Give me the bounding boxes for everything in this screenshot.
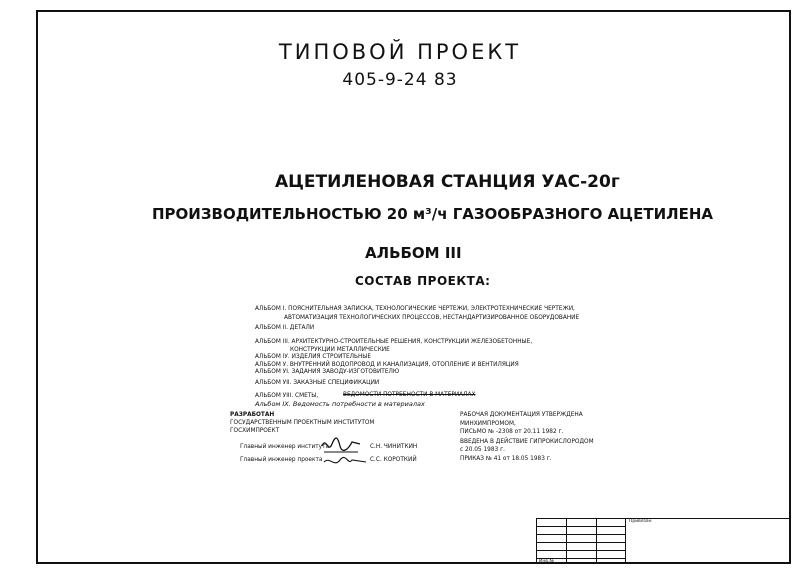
project-type-heading: ТИПОВОЙ ПРОЕКТ [278, 40, 522, 64]
approval-line: с 20.05 1983 г. [460, 447, 505, 453]
approval-line: РАБОЧАЯ ДОКУМЕНТАЦИЯ УТВЕРЖДЕНА [460, 412, 583, 418]
album-row: АВТОМАТИЗАЦИЯ ТЕХНОЛОГИЧЕСКИХ ПРОЦЕССОВ, НЕСТАНДАРТИЗИРОВАННОЕ ОБОРУДОВАНИЕ [284, 315, 580, 321]
album-row: АЛЬБОМ IУ. ИЗДЕЛИЯ СТРОИТЕЛЬНЫЕ [255, 354, 372, 360]
album-row-handwritten: Альбом IX. Ведомость потребности в материалах [255, 400, 425, 408]
album-row: КОНСТРУКЦИИ МЕТАЛЛИЧЕСКИЕ [290, 347, 390, 353]
chief-engineer-title: Главный инженер института [240, 444, 330, 450]
chief-project-engineer-name: С.С. КОРОТКИЙ [370, 457, 417, 463]
stamp-received-label: Привязан [629, 519, 652, 524]
stamp-row [536, 534, 626, 535]
stamp-row [536, 542, 626, 543]
album-title: АЛЬБОМ III [365, 244, 462, 262]
developed-label: РАЗРАБОТАН [230, 412, 275, 418]
chief-project-engineer-title: Главный инженер проекта [240, 457, 323, 463]
institute-name: ГОСУДАРСТВЕННЫМ ПРОЕКТНЫМ ИНСТИТУТОМ [230, 420, 375, 426]
album-row: АЛЬБОМ УIII. СМЕТЫ, [255, 393, 319, 399]
stamp-col [566, 518, 567, 564]
approval-line: МИНХИМПРОМОМ, [460, 421, 516, 427]
project-number: 405-9-24 83 [342, 70, 458, 90]
institute-short: ГОСХИМПРОЕКТ [230, 428, 280, 434]
approval-line: ВВЕДЕНА В ДЕЙСТВИЕ ГИПРОКИСЛОРОДОМ [460, 439, 594, 445]
stamp-row [536, 526, 626, 527]
album-row: АЛЬБОМ УII. ЗАКАЗНЫЕ СПЕЦИФИКАЦИИ [255, 380, 380, 386]
signature-project-engineer [322, 452, 370, 472]
chief-engineer-name: С.Н. ЧИНИТКИН [370, 444, 418, 450]
station-title: АЦЕТИЛЕНОВАЯ СТАНЦИЯ УАС-20г [275, 172, 620, 192]
stamp-col [596, 518, 597, 564]
productivity-title: ПРОИЗВОДИТЕЛЬНОСТЬЮ 20 м³/ч ГАЗООБРАЗНОГО АЦЕТИЛЕНА [152, 205, 713, 223]
album-row-struck: ВЕДОМОСТИ ПОТРЕБНОСТИ В МАТЕРИАЛАХ [343, 392, 476, 398]
approval-line: ПРИКАЗ № 41 от 18.05 1983 г. [460, 456, 552, 462]
composition-heading: СОСТАВ ПРОЕКТА: [355, 274, 491, 288]
stamp-row [536, 550, 626, 551]
album-row: АЛЬБОМ II. ДЕТАЛИ [255, 325, 315, 331]
album-row: АЛЬБОМ У. ВНУТРЕННИЙ ВОДОПРОВОД И КАНАЛИЗАЦИЯ, ОТОПЛЕНИЕ И ВЕНТИЛЯЦИЯ [255, 362, 519, 368]
approval-line: ПИСЬМО № -2308 от 20.11 1982 г. [460, 429, 564, 435]
album-row: АЛЬБОМ I. ПОЯСНИТЕЛЬНАЯ ЗАПИСКА, ТЕХНОЛОГИЧЕСКИЕ ЧЕРТЕЖИ, ЭЛЕКТРОТЕХНИЧЕСКИЕ ЧЕРТЕЖИ, [255, 306, 575, 312]
album-row: АЛЬБОМ III. АРХИТЕКТУРНО-СТРОИТЕЛЬНЫЕ РЕШЕНИЯ, КОНСТРУКЦИИ ЖЕЛЕЗОБЕТОННЫЕ, [255, 339, 533, 345]
title-block-stamp [536, 518, 791, 564]
stamp-inv-label: Инв.№ [539, 559, 555, 564]
album-row: АЛЬБОМ УI. ЗАДАНИЯ ЗАВОДУ-ИЗГОТОВИТЕЛЮ [255, 369, 400, 375]
